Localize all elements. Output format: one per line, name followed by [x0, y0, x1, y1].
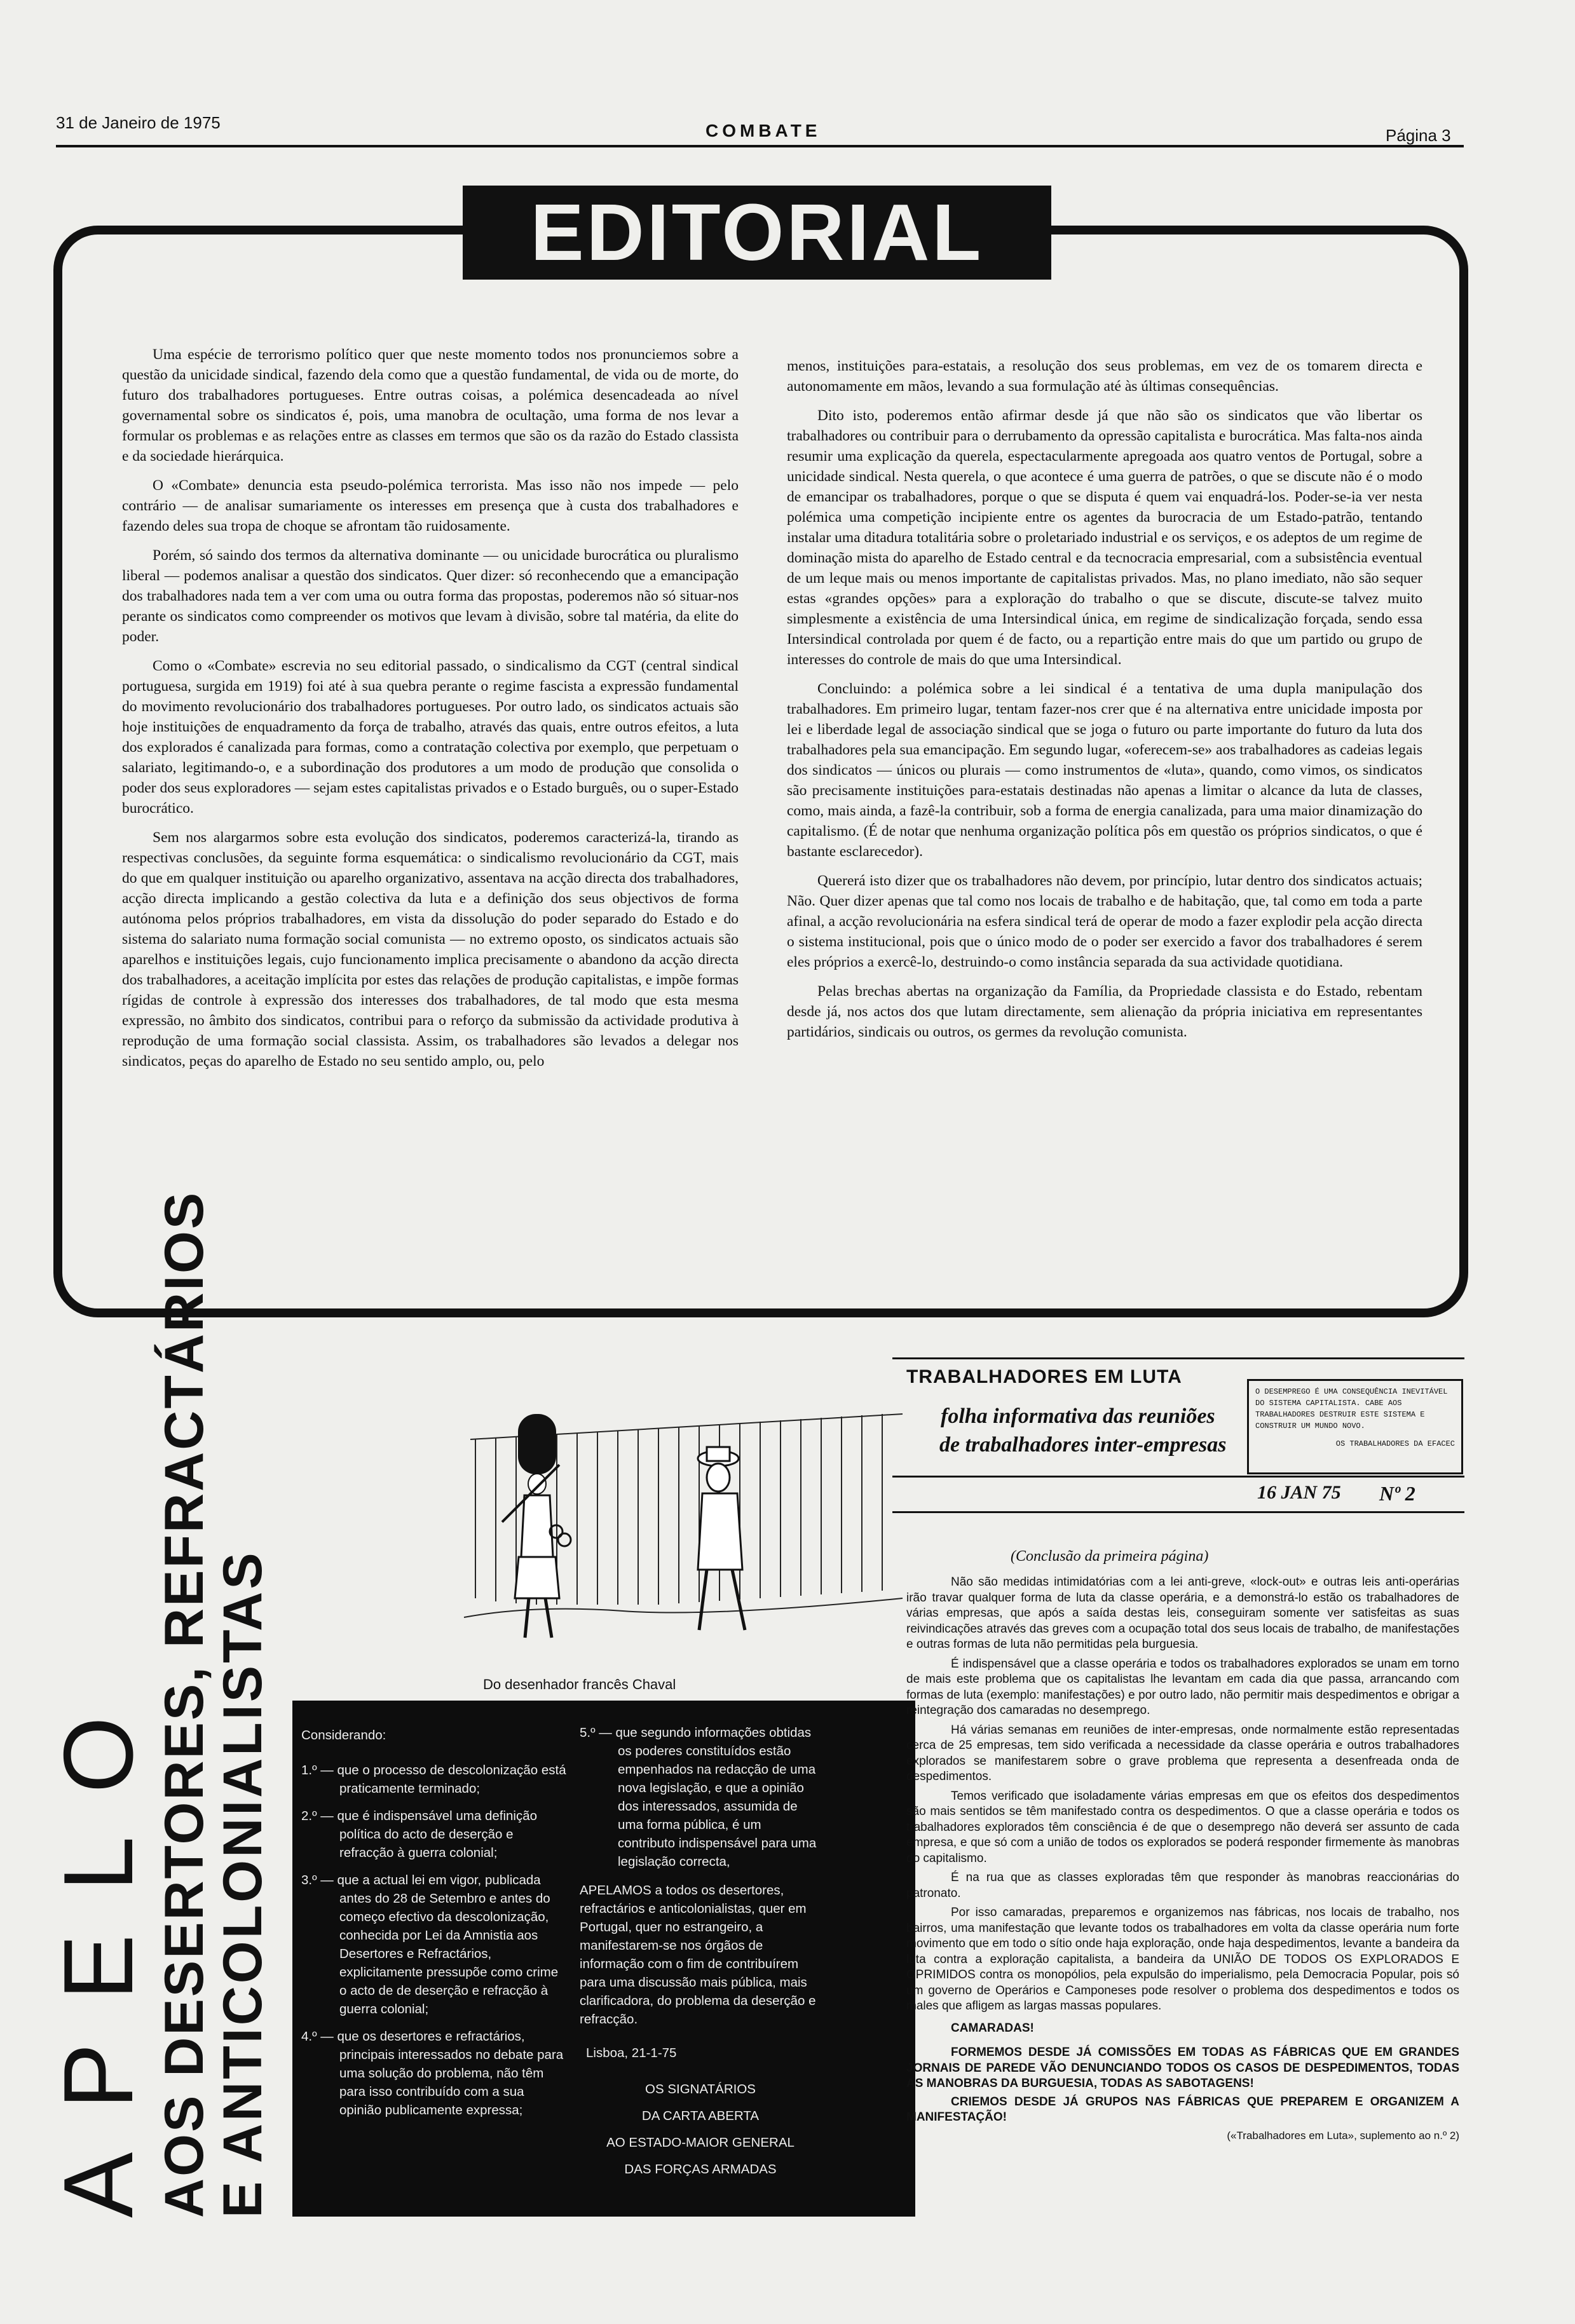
letter-point: 1.º — que o processo de descolonização está praticamente terminado; — [301, 1763, 566, 1796]
letter-signers-line: AO ESTADO-MAIOR GENERAL — [606, 2135, 794, 2150]
cartoon-illustration — [458, 1389, 915, 1662]
trabalhadores-paragraph: Não são medidas intimidatórias com a lei anti-greve, «lock-out» e outras leis anti-operárias irão travar qualquer forma de luta da classe operária, e a demonstrá-lo estão os trabalhadores de várias empresas, que após a saída destas leis, conseguiram somente ver satisfeitas as suas reivindicações através das greves com a ocupação total dos seus locais de trabalho, de manifestações e outras formas de luta não permitidas pela burguesia. — [906, 1575, 1459, 1651]
editorial-paragraph: Porém, só saindo dos termos da alternativa dominante — ou unicidade burocrática ou pluralismo liberal — podemos analisar a questão dos sindicatos. Quer dizer: só reconhecendo que a emancipação dos trabalhadores nada tem a ver com uma ou outra forma das propostas, poderemos não só situar-nos perante os sindicatos como compreender os motivos que levam à divisão, sobre tal matéria, da elite do poder. — [122, 547, 739, 645]
cartoon-caption: Do desenhador francês Chaval — [483, 1676, 676, 1692]
letter-signers-line: OS SIGNATÁRIOS — [645, 2082, 756, 2096]
editorial-paragraph: menos, instituições para-estatais, a resolução dos seus problemas, em vez de os tomarem directa e autonomamente em mãos, levando a sua formulação até às últimas consequências. — [787, 358, 1422, 395]
letter-point: 2.º — que é indispensável uma definição política do acto de deserção e refracção à guerra colonial; — [301, 1809, 538, 1860]
editorial-column-2 — [787, 356, 1422, 1051]
header-rule — [56, 145, 1464, 147]
letter-signers — [580, 2076, 821, 2183]
efacec-quote-box — [1247, 1379, 1463, 1474]
letter-signers-line: DAS FORÇAS ARMADAS — [624, 2162, 777, 2177]
letter-signers-line: DA CARTA ABERTA — [641, 2109, 760, 2123]
trabalhadores-bottom-rule — [892, 1511, 1464, 1513]
efacec-signature: OS TRABALHADORES DA EFACEC — [1335, 1439, 1455, 1448]
letter-point: 3.º — que a actual lei em vigor, publicada antes do 28 de Setembro e antes do começo efectivo da descolonização, conhecida por Lei da Amnistia aos Desertores e Refractários, explicitamente pressupõe como crime o acto de de deserção e refracção à guerra colonial; — [301, 1873, 559, 2016]
header-date: 31 de Janeiro de 1975 — [56, 113, 221, 132]
editorial-paragraph: Pelas brechas abertas na organização da Família, da Propriedade classista e do Estado, rebentam desde já, nos actos dos que lutam directamente, sem alienação da própria iniciativa em representantes partidários, sindicais ou outros, os germes da revolução comunista. — [787, 983, 1422, 1040]
editorial-paragraph: Quererá isto dizer que os trabalhadores não devem, por princípio, lutar dentro dos sindicatos actuais; Não. Quer dizer apenas que tal como nos locais de trabalho e de habitação, que, tal como em toda a parte afinal, a acção revolucionária na esfera sindical terá de operar de modo a fazer explodir pela acção directa o sistema institucional, pois que o único modo de o poder ser exercido a favor dos trabalhadores é serem eles próprios a exercê-lo, destruindo-o como instância separada da sua actividade quotidiana. — [787, 873, 1422, 970]
letter-left-column — [301, 1726, 568, 2119]
trabalhadores-paragraph: É indispensável que a classe operária e todos os trabalhadores explorados se unam em torno de mais este problema que os capitalistas lhe levantam em cada dia que passa, arrancando com formas de luta (exemplo: manifestações) e por outro lado, não permitir mais despedimentos e obrigar a reintegração dos camaradas no desemprego. — [906, 1657, 1459, 1717]
editorial-paragraph: Concluindo: a polémica sobre a lei sindical é a tentativa de uma dupla manipulação dos trabalhadores. Em primeiro lugar, tentam fazer-nos crer que é na alternativa entre unicidade imposta por lei e liberdade legal de associação sindical que se joga o futuro ou parte importante do futuro da luta dos trabalhadores pela sua emancipação. Em segundo lugar, «oferecem-se» aos trabalhadores as cadeias legais dos sindicatos — únicos ou plurais — como instrumentos de «luta», quando, como vimos, os sindicatos são precisamente instituições para-estatais destinadas não apenas a limitar o alcance da luta de classes, como, mais ainda, a fazê-la contribuir, sob a forma de energia canalizada, para uma maior dinamização do capitalismo. (É de notar que nenhuma organização política pôs em questão os próprios sindicatos, o que é bastante esclarecedor). — [787, 681, 1422, 860]
editorial-paragraph: Sem nos alargarmos sobre esta evolução dos sindicatos, poderemos caracterizá-la, tirando as respectivas conclusões, da seguinte forma esquemática: o sindicalismo revolucionário da CGT, mais do que em qualquer instituição ou aparelho organizativo, assentava na acção directa dos trabalhadores, acção directa implicando a gestão colectiva da luta e a definição dos seus objectivos de forma autónoma pelos próprios trabalhadores, em vista da dissolução do poder separado do Estado e do sistema do salariato numa formação social comunista — no extremo oposto, os sindicatos actuais são aparelhos e instituições legais, cujo funcionamento implica precisamente o abandono da acção directa dos trabalhadores, a aceitação implícita por estes das relações de produção capitalistas, e impõe formas rígidas de controle à expressão dos interesses dos trabalhadores, de tal modo que esta mesma expressão, no âmbito dos sindicatos, contribui para o reforço da submissão da actividade produtiva à reprodução de uma formação social classista. Assim, os trabalhadores são levados a delegar nos sindicatos, peças do aparelho de Estado no seu sentido amplo, ou, pelo — [122, 829, 739, 1070]
editorial-paragraph: Dito isto, poderemos então afirmar desde já que não são os sindicatos que vão libertar os trabalhadores ou contribuir para o derrubamento da opressão capitalista e burocrática. Mas falta-nos ainda resumir uma explicação da querela, espectacularmente apregoada aos quatro ventos de Portugal, sobre a unicidade sindical. Nesta querela, o que acontece é uma guerra de patrões, o que se discute não é o modo de emancipar os trabalhadores, porque o que se disputa é quem vai enquadrá-los. Poder-se-ia ver nesta polémica uma competição incipiente entre os agentes da burocracia de um Estado-patrão, tentando instalar uma ditadura totalitária sobre o proletariado industrial e os serviços, e os adeptos de um regime de dominação mista do aparelho de Estado central e da tecnocracia empresarial, com a subsistência eventual de um leque mais ou menos importante de capitalistas privados. Mas, no plano imediato, não são sequer estas «grandes opções» para a exploração do trabalho o que se discute, discute-se talvez muito simplesmente a existência de uma Intersindical única, em regime de sindicalização forçada, sendo essa Intersindical controlada por quem é de facto, ou a repartição entre mais do que um partido ou grupo de interesses do controle de mais do que uma Intersindical. — [787, 407, 1422, 668]
trabalhadores-call-1: FORMEMOS DESDE JÁ COMISSÕES EM TODAS AS FÁBRICAS QUE EM GRANDES JORNAIS DE PAREDE VÃO DENUNCIANDO TODOS OS CASOS DE DESPEDIMENTOS, TODAS AS MANOBRAS DA BURGUESIA, TODAS AS SABOTAGENS! — [906, 2046, 1459, 2090]
walking-man-figure — [698, 1447, 745, 1630]
editorial-paragraph: Como o «Combate» escrevia no seu editorial passado, o sindicalismo da CGT (central sindical portuguesa, surgida em 1919) foi até à sua quebra perante o regime fascista a expressão fundamental do movimento revolucionário dos trabalhadores portugueses. Por outro lado, os sindicatos actuais são hoje instituições de enquadramento da força de trabalho, através das quais, entre outros efeitos, a luta dos explorados é canalizada para formas, como a contratação colectiva por exemplo, que perpetuam o salariato, legitimando-o, e a subordinação dos produtores a um modo de produção que consolida o poder dos seus exploradores — sejam estes capitalistas privados e o Estado burguês, ou o super-Estado burocrático. — [122, 658, 739, 817]
trabalhadores-paragraph: É na rua que as classes exploradas têm que responder às manobras reaccionárias do patronato. — [906, 1871, 1459, 1900]
letter-place-date: Lisboa, 21-1-75 — [586, 2046, 677, 2060]
trabalhadores-top-rule — [892, 1357, 1464, 1359]
trabalhadores-camaradas: CAMARADAS! — [951, 2021, 1034, 2035]
editorial-column-1 — [122, 344, 739, 1080]
trabalhadores-paragraph: Há várias semanas em reuniões de inter-empresas, onde normalmente estão representadas cerca de 25 empresas, tem sido verificada a necessidade da classe operária e outros trabalhadores explorados se manifestarem sobre o grave problema que representa a desenfreada onda de despedimentos. — [906, 1723, 1459, 1783]
trabalhadores-conclusion-note: (Conclusão da primeira página) — [1011, 1548, 1209, 1565]
apelo-big-word: APELO — [43, 1673, 153, 2218]
trabalhadores-call-2: CRIEMOS DESDE JÁ GRUPOS NAS FÁBRICAS QUE PREPAREM E ORGANIZEM A MANIFESTAÇÃO! — [906, 2095, 1459, 2124]
trabalhadores-title: TRABALHADORES EM LUTA — [906, 1366, 1182, 1387]
page-number: Página 3 — [1386, 126, 1451, 145]
editorial-paragraph: Uma espécie de terrorismo político quer que neste momento todos nos pronunciemos sobre a questão da unicidade sindical, fazendo dela como que a questão fundamental, de vida ou de morte, do futuro dos trabalhadores portugueses. Entre outras coisas, a polémica desencadeada ao nível governamental sobre os sindicatos é, pois, uma manobra de ocultação, uma forma de nos levar a formular os problemas e as relações entre as classes em termos que são os da razão do Estado classista e da sociedade hierárquica. — [122, 346, 739, 465]
trabalhadores-body — [906, 1575, 1459, 2144]
masthead: COMBATE — [706, 121, 821, 140]
trabalhadores-paragraph: Por isso camaradas, preparemos e organizemos nas fábricas, nos locais de trabalho, nos bairros, uma manifestação que levante todos os trabalhadores em volta da classe operária num forte movimento que em todo o sítio onde haja exploração, onde haja despedimentos, levante a bandeira da luta contra a exploração capitalista, a bandeira da UNIÃO DE TODOS OS EXPLORADOS E OPRIMIDOS contra os monopólios, pela expulsão do imperialismo, pela Democracia Popular, pois só um governo de Operários e Camponeses pode resolver o problema dos despedimentos e todos os males que afligem as largas massas populares. — [906, 1906, 1459, 2013]
apelo-line-2: E ANTICOLONIALISTAS — [212, 1550, 273, 2218]
apelo-line-1: AOS DESERTORES, REFRACTÁRIOS — [154, 1190, 215, 2218]
editorial-title: EDITORIAL — [463, 186, 1051, 280]
trabalhadores-issue-number: Nº 2 — [1379, 1482, 1415, 1505]
apelo-headline — [43, 1190, 273, 2218]
trabalhadores-issue-date: 16 JAN 75 — [1257, 1482, 1341, 1503]
letter-considering: Considerando: — [301, 1728, 386, 1743]
trabalhadores-source: («Trabalhadores em Luta», suplemento ao n.º 2) — [1227, 2129, 1459, 2142]
editorial-paragraph: O «Combate» denuncia esta pseudo-polémica terrorista. Mas isso não nos impede — pelo contrário — de analisar sumariamente os interesses em presença que à custa dos trabalhadores e fazendo deles sua tropa de choque se afrontam tão ruidosamente. — [122, 477, 739, 534]
trabalhadores-script-2: de trabalhadores inter-empresas — [939, 1433, 1227, 1457]
letter-point: 4.º — que os desertores e refractários, principais interessados no debate para uma solução do problema, não têm para isso contribuído com a sua opinião publicamente expressa; — [301, 2029, 564, 2117]
efacec-quote: O DESEMPREGO É UMA CONSEQUÊNCIA INEVITÁVEL DO SISTEMA CAPITALISTA. CABE AOS TRABALHADORES DESTRUIR ESTE SISTEMA E CONSTRUIR UM MUNDO NOVO. — [1255, 1387, 1448, 1430]
trabalhadores-script-1: folha informativa das reuniões — [941, 1404, 1215, 1428]
letter-point: 5.º — que segundo informações obtidas os poderes constituídos estão empenhados na redacção de uma nova legislação, e que a opinião dos interessados, assumida de uma forma pública, é um contributo indispensável para uma legislação correcta, — [580, 1725, 817, 1869]
trabalhadores-date-rule — [892, 1476, 1464, 1478]
trabalhadores-paragraph: Temos verificado que isoladamente várias empresas em que os efeitos dos despedimentos são mais sentidos se têm manifestado contra os despedimentos. O que a classe operária e todos os trabalhadores explorados têm consciência é de que o desemprego não deverá ser assunto de cada empresa, e que só com a união de todos os explorados se poderá responder firmemente às manobras do capitalismo. — [906, 1789, 1459, 1865]
open-letter-box — [292, 1701, 915, 2217]
letter-right-column — [580, 1723, 821, 2183]
letter-appeal: APELAMOS a todos os desertores, refractários e anticolonialistas, quer em Portugal, quer no estrangeiro, a manifestarem-se nos órgãos de informação com o fim de contribuírem para uma discussão mais pública, mais clarificadora, do problema da deserção e refracção. — [580, 1883, 816, 2027]
